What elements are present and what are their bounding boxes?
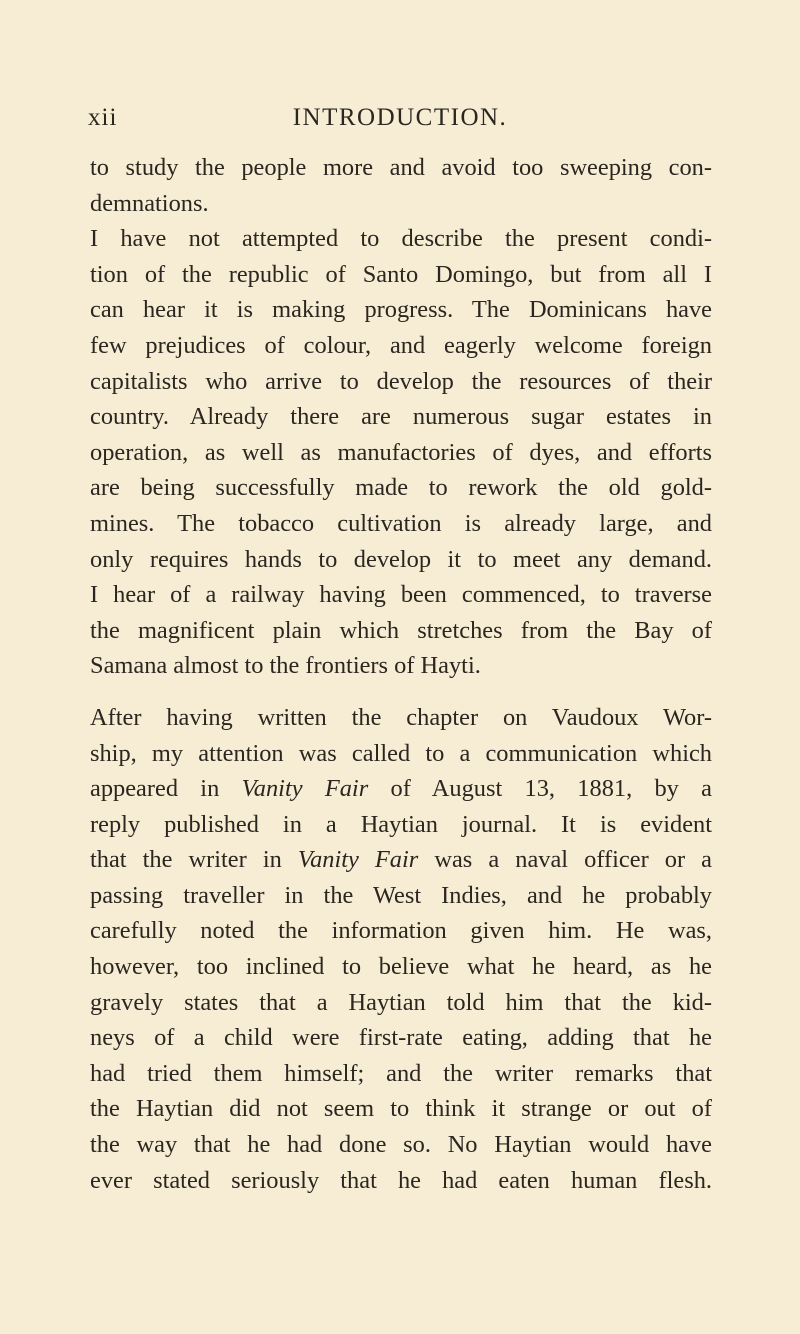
text-line: reply published in a Haytian journal. It is evident: [90, 810, 712, 838]
text-line: had tried them himself; and the writer remarks that: [90, 1059, 712, 1087]
text-line: carefully noted the information given him. He was,: [90, 917, 712, 945]
paragraph-2: [90, 221, 712, 684]
text-line: operation, as well as manufactories of dyes, and efforts: [90, 438, 712, 466]
text-line: I hear of a railway having been commenced, to traverse: [90, 581, 712, 609]
text-run: appeared in: [90, 775, 242, 803]
text-line: capitalists who arrive to develop the resources of their: [90, 367, 712, 395]
text-line: the Haytian did not seem to think it strange or out of: [90, 1095, 712, 1123]
text-line: the way that he had done so. No Haytian would have: [90, 1131, 712, 1159]
text-line: ship, my attention was called to a communication which: [90, 739, 712, 767]
text-line: gravely states that a Haytian told him that the kid-: [90, 988, 712, 1016]
paragraph-1: [90, 150, 712, 221]
text-line: to study the people more and avoid too sweeping con-: [90, 154, 712, 181]
text-line: can hear it is making progress. The Dominicans have: [90, 296, 712, 324]
text-line: tion of the republic of Santo Domingo, but from all I: [90, 260, 712, 288]
running-head: [88, 104, 712, 138]
text-run: of August 13, 1881, by a: [368, 775, 712, 803]
body-text: [90, 150, 712, 1198]
text-run: was a naval officer or a: [418, 846, 712, 874]
page-number: xii: [88, 104, 118, 131]
text-line-with-title: [90, 842, 712, 878]
text-line: demnations.: [90, 189, 209, 217]
text-line: country. Already there are numerous sugar estates in: [90, 403, 712, 431]
publication-title: Vanity Fair: [297, 846, 419, 874]
text-line: ever stated seriously that he had eaten human flesh.: [90, 1166, 712, 1194]
text-line: mines. The tobacco cultivation is already large, and: [90, 509, 712, 537]
paragraph-spacer: [90, 684, 712, 700]
text-line: only requires hands to develop it to meet any demand.: [90, 545, 712, 573]
text-line: the magnificent plain which stretches from the Bay of: [90, 616, 712, 644]
text-line-with-title: [90, 771, 712, 807]
text-line: After having written the chapter on Vaudoux Wor-: [90, 703, 712, 731]
text-line: passing traveller in the West Indies, and he probably: [90, 881, 712, 909]
text-line: I have not attempted to describe the present condi-: [90, 225, 712, 253]
paragraph-3: [90, 700, 712, 1198]
text-line: are being successfully made to rework the old gold-: [90, 474, 712, 502]
text-line: however, too inclined to believe what he heard, as he: [90, 953, 712, 981]
page-title: INTRODUCTION.: [292, 104, 508, 131]
text-line: Samana almost to the frontiers of Hayti.: [90, 652, 481, 680]
text-line: few prejudices of colour, and eagerly welcome foreign: [90, 331, 712, 359]
publication-title: Vanity Fair: [241, 775, 369, 803]
text-run: that the writer in: [90, 846, 298, 874]
text-line: neys of a child were first-rate eating, adding that he: [90, 1024, 712, 1052]
